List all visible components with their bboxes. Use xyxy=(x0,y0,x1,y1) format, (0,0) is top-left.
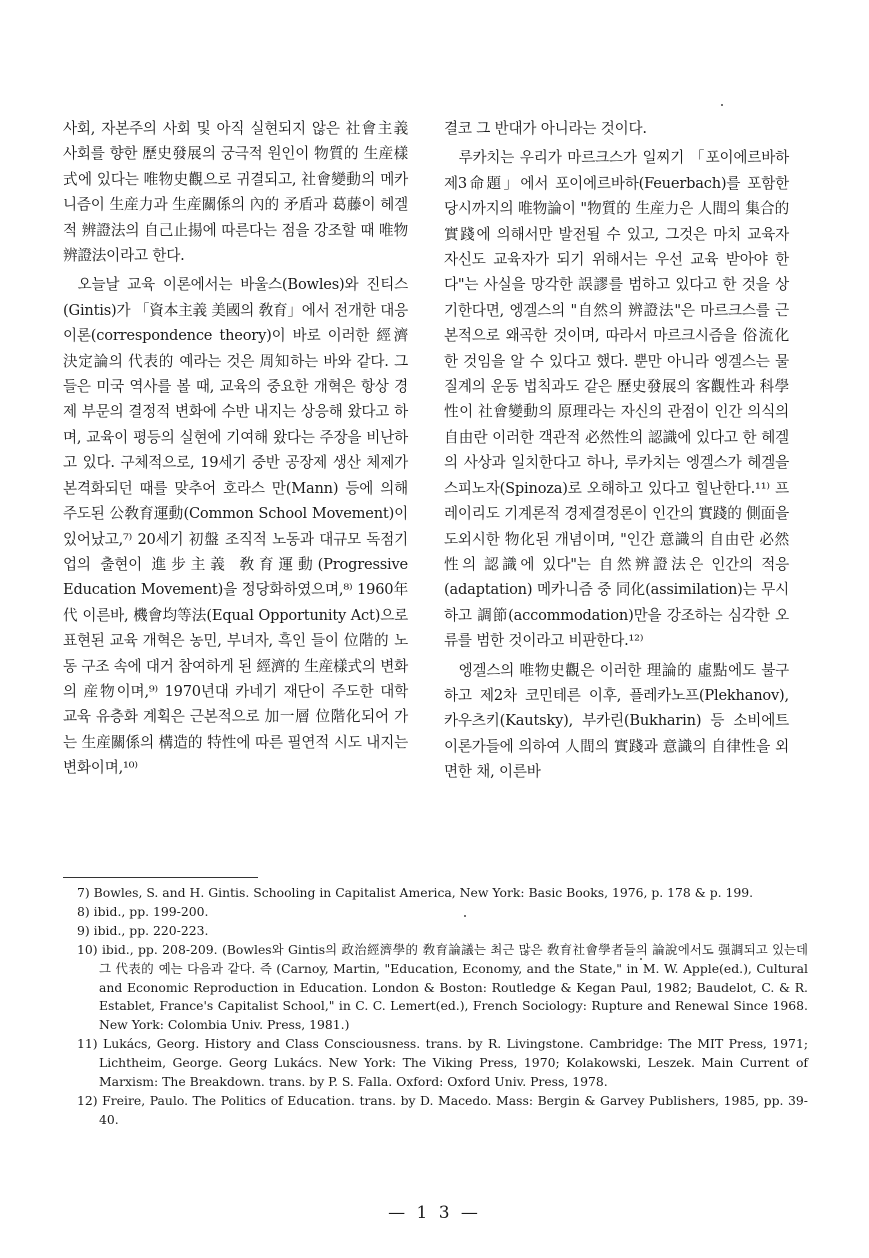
paragraph: 사회, 자본주의 사회 및 아직 실현되지 않은 社會主義 사회를 향한 歷史發展의 궁극적 원인이 物質的 生産樣式에 있다는 唯物史觀으로 귀결되고, 社會變動의 메카니즘이 生産力과 生産關係의 內的 矛盾과 葛藤이 헤겔적 辨證法의 自己止揚에 따른다는 점을 강조할 때 唯物辨證法이라고 한다. xyxy=(63,120,408,265)
left-text-column xyxy=(63,116,408,781)
paragraph: 루카치는 우리가 마르크스가 일찌기 「포이에르바하 제3命題」에서 포이에르바하(Feuerbach)를 포함한 당시까지의 唯物論이 "物質的 生産力은 人間의 集合的 實踐에 의해서만 발전될 수 있고, 그것은 마치 교육자 자신도 교육자가 되기 위해서는 우선 교육 받아야 한다"는 사실을 망각한 誤謬를 범하고 있다고 한 것을 상기한다면, 엥겔스의 "自然의 辨證法"은 마르크스를 근본적으로 왜곡한 것이며, 따라서 마르크시즘을 俗流化한 것임을 알 수 있다고 했다. 뿐만 아니라 엥겔스는 물질계의 운동 법칙과도 같은 歷史發展의 客觀性과 科學性이 社會變動의 原理라는 자신의 관점이 인간 의식의 自由란 이러한 객관적 必然性의 認識에 있다고 한 헤겔의 사상과 일치한다고 하나, 루카치는 엥겔스가 헤겔을 스피노자(Spinoza)로 오해하고 있다고 힐난한다.¹¹⁾ 프레이리도 기계론적 경제결정론이 인간의 實踐的 側面을 도외시한 物化된 개념이며, "인간 意識의 自由란 必然性의 認識에 있다"는 自然辨證法은 인간의 적응(adaptation) 메카니즘 중 同化(assimilation)는 무시하고 調節(accommodation)만을 강조하는 심각한 오류를 범한 것이라고 비판한다.¹²⁾ xyxy=(444,149,789,650)
paragraph: 오늘날 교육 이론에서는 바울스(Bowles)와 진티스(Gintis)가 「資本主義 美國의 敎育」에서 전개한 대응이론(correspondence theory)이 바로 이러한 經濟決定論의 代表的 예라는 것은 周知하는 바와 같다. 그들은 미국 역사를 볼 때, 교육의 중요한 개혁은 항상 경제 부문의 결정적 변화에 수반 내지는 상응해 왔다고 하며, 교육이 평등의 실현에 기여해 왔다는 주장을 비난하고 있다. 구체적으로, 19세기 중반 공장제 생산 체제가 본격화되던 때를 맞추어 호라스 만(Mann) 등에 의해 주도된 公敎育運動(Common School Movement)이 있어났고,⁷⁾ 20세기 初盤 조직적 노동과 대규모 독점기업의 출현이 進步主義 敎育運動(Progressive Education Movement)을 정당화하였으며,⁸⁾ 1960年代 이른바, 機會均等法(Equal Opportunity Act)으로 표현된 교육 개혁은 농민, 부녀자, 흑인 들이 位階的 노동 구조 속에 대거 참여하게 된 經濟的 生産樣式의 변화의 産物이며,⁹⁾ 1970년대 카네기 재단이 주도한 대학 교육 유층화 계획은 근본적으로 加一層 位階化되어 가는 生産關係의 構造的 特性에 따른 필연적 시도 내지는 변화이며,¹⁰⁾ xyxy=(63,276,408,777)
scan-speck xyxy=(640,958,642,960)
footnote: 12) Freire, Paulo. The Politics of Education. trans. by D. Macedo. Mass: Bergin & Garvey Publishers, 1985, pp. 39-40. xyxy=(77,1092,808,1127)
footnote: 9) ibid., pp. 220-223. xyxy=(77,922,209,938)
page-number: — 1 3 — xyxy=(388,1203,481,1223)
footnote: 11) Lukács, Georg. History and Class Consciousness. trans. by R. Livingstone. Cambridge: The MIT Press, 1971; Lichtheim, George. Georg Lukács. New York: The Viking Press, 1970; Kolakowski, Leszek. Main Current of Marxism: The Breakdown. trans. by P. S. Falla. Oxford: Oxford Univ. Press, 1978. xyxy=(77,1036,808,1090)
paragraph: 결코 그 반대가 아니라는 것이다. xyxy=(444,120,647,137)
right-text-column xyxy=(444,116,789,785)
footnote: 7) Bowles, S. and H. Gintis. Schooling in Capitalist America, New York: Basic Books, 1976, p. 178 & p. 199. xyxy=(77,885,754,900)
scan-speck xyxy=(721,104,723,106)
footnote: 8) ibid., pp. 199-200. xyxy=(77,903,209,919)
footnote: 10) ibid., pp. 208-209. (Bowles와 Gintis의 政治經濟學的 敎育論議는 최근 많은 敎育社會學者들의 論說에서도 强調되고 있는데 그 代表的 예는 다음과 같다. 즉 (Carnoy, Martin, "Education, Economy, and the State," in M. W. Apple(ed.), Cultural and Economic Reproduction in Education. London & Boston: Routledge & Kegan Paul, 1982; Baudelot, C. & R. Establet, France's Capitalist School," in C. C. Lemert(ed.), French Sociology: Rupture and Renewal Since 1968. New York: Colombia Univ. Press, 1981.) xyxy=(77,941,808,1033)
footnote-divider xyxy=(63,877,258,878)
paragraph: 엥겔스의 唯物史觀은 이러한 理論的 虛點에도 불구하고 제2차 코민테른 이후, 플레카노프(Plekhanov), 카우츠키(Kautsky), 부카린(Bukharin) 등 소비에트 이론가들에 의하여 人間의 實踐과 意識의 自律性을 외면한 채, 이른바 xyxy=(444,661,789,781)
footnotes xyxy=(63,884,808,1130)
scan-speck xyxy=(464,915,466,917)
